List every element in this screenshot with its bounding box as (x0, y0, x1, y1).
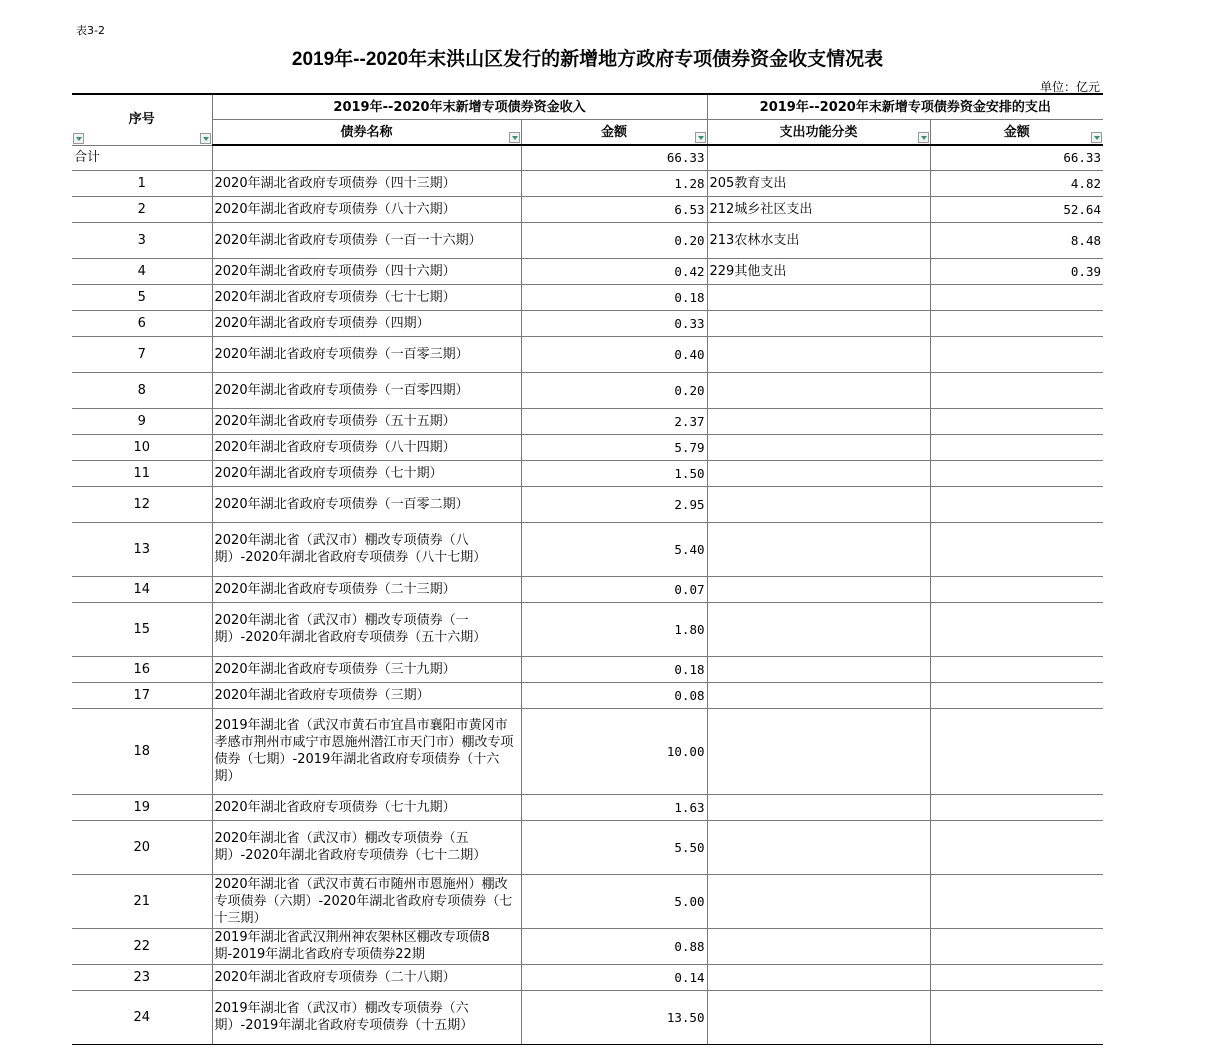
bond-amount: 0.40 (521, 336, 707, 372)
expense-category (707, 522, 930, 576)
bond-name: 2020年湖北省（武汉市）棚改专项债券（八期）-2020年湖北省政府专项债券（八十七期） (212, 522, 521, 576)
bond-amount: 5.50 (521, 820, 707, 874)
table-row (72, 196, 1103, 222)
total-row (72, 145, 1103, 170)
bond-name: 2020年湖北省政府专项债券（四期） (212, 310, 521, 336)
bond-amount: 0.18 (521, 284, 707, 310)
bond-amount: 2.37 (521, 408, 707, 434)
table-row (72, 486, 1103, 522)
expense-category (707, 874, 930, 928)
bond-name: 2020年湖北省（武汉市黄石市随州市恩施州）棚改专项债券（六期）-2020年湖北省政府专项债券（七十三期） (212, 874, 521, 928)
table-row (72, 708, 1103, 794)
expense-category (707, 682, 930, 708)
expense-amount (930, 372, 1103, 408)
expense-amount (930, 602, 1103, 656)
expense-category (707, 486, 930, 522)
row-number: 13 (72, 522, 212, 576)
row-number: 23 (72, 964, 212, 990)
row-number: 7 (72, 336, 212, 372)
expense-amount (930, 964, 1103, 990)
expense-amount (930, 576, 1103, 602)
expense-amount (930, 310, 1103, 336)
expense-category: 213农林水支出 (707, 222, 930, 258)
expense-category (707, 336, 930, 372)
row-number: 19 (72, 794, 212, 820)
table-row (72, 928, 1103, 964)
bond-name: 2020年湖北省政府专项债券（三期） (212, 682, 521, 708)
row-number: 15 (72, 602, 212, 656)
bond-amount: 10.00 (521, 708, 707, 794)
total-expense: 66.33 (930, 145, 1103, 170)
bond-name: 2020年湖北省政府专项债券（一百零二期） (212, 486, 521, 522)
bond-amount: 5.00 (521, 874, 707, 928)
bond-amount: 1.28 (521, 170, 707, 196)
expense-category: 212城乡社区支出 (707, 196, 930, 222)
bond-amount: 0.18 (521, 656, 707, 682)
expense-category (707, 708, 930, 794)
table-row (72, 434, 1103, 460)
header-bond-name: 债券名称 (212, 120, 521, 146)
expense-category (707, 434, 930, 460)
expense-category (707, 928, 930, 964)
row-number: 18 (72, 708, 212, 794)
header-income-group: 2019年--2020年末新增专项债券资金收入 (212, 94, 707, 120)
row-number: 1 (72, 170, 212, 196)
expense-amount: 8.48 (930, 222, 1103, 258)
filter-dropdown-icon[interactable] (695, 132, 706, 143)
expense-category (707, 310, 930, 336)
bond-name: 2020年湖北省政府专项债券（二十八期） (212, 964, 521, 990)
total-name-cell (212, 145, 521, 170)
expense-amount (930, 486, 1103, 522)
expense-category (707, 284, 930, 310)
table-row (72, 408, 1103, 434)
bond-name: 2019年湖北省（武汉市黄石市宜昌市襄阳市黄冈市孝感市荆州市咸宁市恩施州潜江市天门市）棚改专项债券（七期）-2019年湖北省政府专项债券（十六期） (212, 708, 521, 794)
expense-category (707, 990, 930, 1044)
bond-name: 2020年湖北省政府专项债券（一百零四期） (212, 372, 521, 408)
expense-amount (930, 990, 1103, 1044)
bond-table (72, 93, 1103, 1045)
expense-category (707, 460, 930, 486)
expense-amount (930, 928, 1103, 964)
bond-name: 2020年湖北省政府专项债券（七十期） (212, 460, 521, 486)
filter-dropdown-icon[interactable] (200, 133, 211, 144)
table-row (72, 964, 1103, 990)
bond-amount: 2.95 (521, 486, 707, 522)
table-row (72, 576, 1103, 602)
bond-name: 2020年湖北省政府专项债券（四十三期） (212, 170, 521, 196)
table-row (72, 990, 1103, 1044)
row-number: 21 (72, 874, 212, 928)
table-row (72, 656, 1103, 682)
bond-amount: 0.33 (521, 310, 707, 336)
row-number: 22 (72, 928, 212, 964)
expense-category (707, 656, 930, 682)
expense-amount (930, 460, 1103, 486)
row-number: 14 (72, 576, 212, 602)
row-number: 2 (72, 196, 212, 222)
bond-amount: 0.08 (521, 682, 707, 708)
table-row (72, 602, 1103, 656)
bond-name: 2020年湖北省政府专项债券（四十六期） (212, 258, 521, 284)
table-row (72, 794, 1103, 820)
bond-amount: 0.20 (521, 372, 707, 408)
filter-dropdown-icon[interactable] (509, 132, 520, 143)
bond-amount: 1.50 (521, 460, 707, 486)
table-row (72, 258, 1103, 284)
bond-amount: 1.63 (521, 794, 707, 820)
table-row (72, 682, 1103, 708)
row-number: 20 (72, 820, 212, 874)
bond-name: 2020年湖北省政府专项债券（八十四期） (212, 434, 521, 460)
row-number: 8 (72, 372, 212, 408)
table-row (72, 874, 1103, 928)
bond-amount: 5.40 (521, 522, 707, 576)
bond-name: 2020年湖北省政府专项债券（七十七期） (212, 284, 521, 310)
row-number: 5 (72, 284, 212, 310)
bond-name: 2019年湖北省武汉荆州神农架林区棚改专项债8期-2019年湖北省政府专项债券22期 (212, 928, 521, 964)
bond-name: 2020年湖北省政府专项债券（七十九期） (212, 794, 521, 820)
bond-name: 2020年湖北省政府专项债券（二十三期） (212, 576, 521, 602)
expense-category: 205教育支出 (707, 170, 930, 196)
total-label: 合计 (72, 145, 212, 170)
bond-name: 2019年湖北省（武汉市）棚改专项债券（六期）-2019年湖北省政府专项债券（十五期） (212, 990, 521, 1044)
header-seq: 序号 (72, 94, 212, 145)
bond-name: 2020年湖北省政府专项债券（三十九期） (212, 656, 521, 682)
bond-amount: 13.50 (521, 990, 707, 1044)
unit-label: 单位：亿元 (1039, 80, 1100, 94)
header-amount-expense: 金额 (930, 120, 1103, 146)
bond-amount: 1.80 (521, 602, 707, 656)
filter-dropdown-icon[interactable] (1091, 132, 1102, 143)
table-number-label: 表3-2 (76, 24, 105, 37)
bond-name: 2020年湖北省政府专项债券（一百一十六期） (212, 222, 521, 258)
expense-amount (930, 874, 1103, 928)
row-number: 6 (72, 310, 212, 336)
table-row (72, 222, 1103, 258)
expense-amount: 0.39 (930, 258, 1103, 284)
expense-category (707, 576, 930, 602)
header-category: 支出功能分类 (707, 120, 930, 146)
row-number: 17 (72, 682, 212, 708)
row-number: 11 (72, 460, 212, 486)
table-row (72, 310, 1103, 336)
bond-amount: 0.07 (521, 576, 707, 602)
row-number: 12 (72, 486, 212, 522)
bond-amount: 5.79 (521, 434, 707, 460)
expense-amount (930, 284, 1103, 310)
expense-amount: 4.82 (930, 170, 1103, 196)
table-row (72, 284, 1103, 310)
table-row (72, 522, 1103, 576)
expense-amount (930, 336, 1103, 372)
header-expense-group: 2019年--2020年末新增专项债券资金安排的支出 (707, 94, 1103, 120)
expense-category (707, 794, 930, 820)
total-income: 66.33 (521, 145, 707, 170)
bond-name: 2020年湖北省政府专项债券（八十六期） (212, 196, 521, 222)
row-number: 10 (72, 434, 212, 460)
expense-amount (930, 656, 1103, 682)
bond-name: 2020年湖北省（武汉市）棚改专项债券（五期）-2020年湖北省政府专项债券（七十二期） (212, 820, 521, 874)
bond-amount: 6.53 (521, 196, 707, 222)
filter-dropdown-icon[interactable] (918, 132, 929, 143)
filter-dropdown-icon[interactable] (73, 133, 84, 144)
expense-category (707, 372, 930, 408)
expense-amount (930, 408, 1103, 434)
expense-amount (930, 522, 1103, 576)
bond-amount: 0.20 (521, 222, 707, 258)
table-row (72, 170, 1103, 196)
expense-category (707, 964, 930, 990)
expense-amount (930, 708, 1103, 794)
expense-category (707, 408, 930, 434)
row-number: 9 (72, 408, 212, 434)
bond-amount: 0.42 (521, 258, 707, 284)
bond-amount: 0.88 (521, 928, 707, 964)
table-row (72, 372, 1103, 408)
expense-amount (930, 682, 1103, 708)
row-number: 4 (72, 258, 212, 284)
bond-name: 2020年湖北省（武汉市）棚改专项债券（一期）-2020年湖北省政府专项债券（五十六期） (212, 602, 521, 656)
bond-amount: 0.14 (521, 964, 707, 990)
expense-amount (930, 794, 1103, 820)
expense-amount (930, 820, 1103, 874)
expense-amount: 52.64 (930, 196, 1103, 222)
bond-name: 2020年湖北省政府专项债券（五十五期） (212, 408, 521, 434)
header-amount: 金额 (521, 120, 707, 146)
expense-category: 229其他支出 (707, 258, 930, 284)
bond-name: 2020年湖北省政府专项债券（一百零三期） (212, 336, 521, 372)
expense-category (707, 820, 930, 874)
expense-amount (930, 434, 1103, 460)
page-title: 2019年--2020年末洪山区发行的新增地方政府专项债券资金收支情况表 (291, 49, 884, 70)
table-row (72, 460, 1103, 486)
total-category-cell (707, 145, 930, 170)
row-number: 24 (72, 990, 212, 1044)
row-number: 3 (72, 222, 212, 258)
expense-category (707, 602, 930, 656)
table-row (72, 336, 1103, 372)
row-number: 16 (72, 656, 212, 682)
table-row (72, 820, 1103, 874)
